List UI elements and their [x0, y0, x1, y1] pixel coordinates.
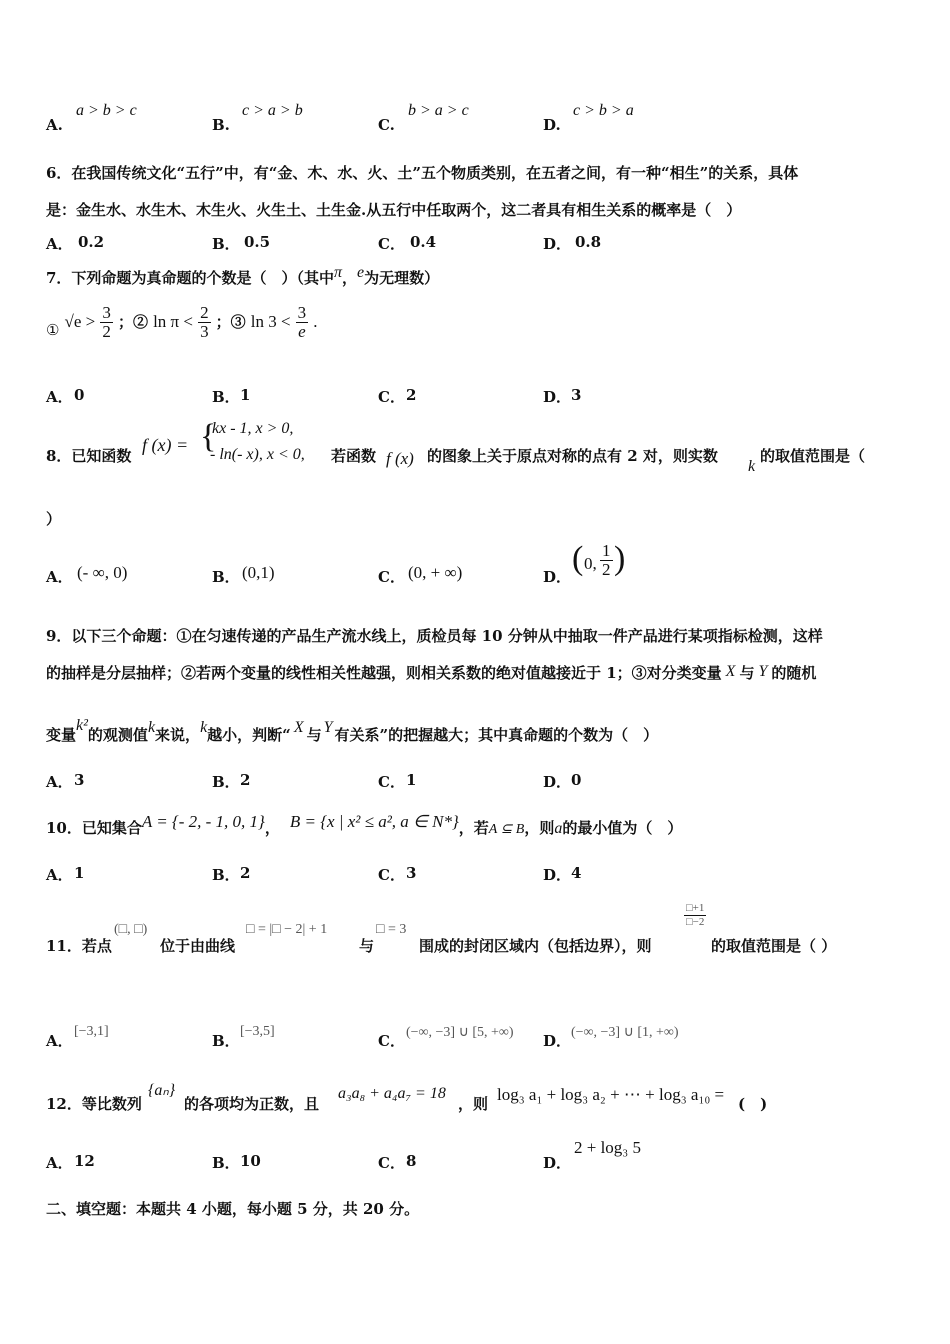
q7-frac-2-den: 3 [200, 322, 209, 341]
q9-line3-e: 与 [306, 726, 322, 744]
q10-comma: ， [264, 819, 280, 837]
q7-sqrt-e: √e > [64, 312, 96, 331]
q6-stem-line1: 6．在我国传统文化“五行”中，有“金、木、水、火、土”五个物质类别，在五者之间，有一种“相生”的关系，具体 [46, 164, 799, 182]
q9-line3-c: 来说， [155, 726, 201, 744]
q9-x-2: X [293, 719, 304, 736]
q12-option-a-value: 12 [74, 1152, 95, 1170]
q11-option-b-letter: B． [212, 1032, 240, 1050]
q11-curve-1: □ = |□ − 2| + 1 [246, 922, 328, 937]
q6-option-b-value: 0.5 [244, 233, 271, 251]
q8-stem-d: 的取值范围是（ [760, 447, 866, 465]
q8-option-d-rparen: ) [614, 540, 626, 577]
q12-sequence: {aₙ} [148, 1082, 176, 1099]
q7-circle-1: ① [46, 323, 60, 339]
q9-option-a-value: 3 [74, 771, 85, 789]
q12-option-d-value: 2 + log₃ 5 [574, 1138, 641, 1157]
q7-frac-3-num: 3 [297, 303, 307, 322]
q12-stem-d: ( ) [738, 1095, 768, 1113]
q7-sep-3: ；③ [215, 313, 246, 331]
q11-curve-2: □ = 3 [376, 922, 407, 937]
q7-e: e [356, 264, 365, 281]
q9-line2-c: 的随机 [771, 664, 817, 682]
q12-option-d-letter: D． [543, 1154, 572, 1172]
q11-stem-a: 11．若点 [46, 937, 112, 955]
q6-option-b-letter: B． [212, 235, 240, 253]
q7-sep-2: ；② [117, 313, 148, 331]
q7-option-b-letter: B． [212, 388, 240, 406]
q6-option-c-letter: C． [378, 235, 405, 253]
q9-option-d-value: 0 [571, 771, 582, 789]
q9-line3-f: 有关系”的把握越大；其中真命题的个数为（ ） [334, 726, 659, 744]
q11-stem-c: 与 [359, 937, 375, 955]
q6-option-d-letter: D． [543, 235, 572, 253]
q10-stem-d: 的最小值为（ ） [562, 819, 683, 837]
q10-option-a-letter: A． [46, 866, 73, 884]
q8-stem-c: 的图象上关于原点对称的点有 2 对，则实数 [427, 447, 718, 465]
q11-frac-den: □−2 [686, 916, 705, 928]
q9-option-a-letter: A． [46, 773, 73, 791]
q11-stem-b: 位于由曲线 [160, 937, 236, 955]
q11-stem-d: 围成的封闭区域内（包括边界），则 [419, 937, 652, 955]
q5-option-b-value: c > a > b [242, 102, 303, 119]
q12-stem-b: 的各项均为正数，且 [184, 1095, 320, 1113]
q8-option-d-frac [600, 542, 613, 579]
q11-option-c-letter: C． [378, 1032, 405, 1050]
section-2-heading: 二、填空题：本题共 4 小题，每小题 5 分，共 20 分。 [46, 1200, 420, 1218]
q7-option-b-value: 1 [240, 386, 251, 404]
q9-option-d-letter: D． [543, 773, 572, 791]
q11-option-a-value: [−3,1] [74, 1024, 109, 1039]
q10-stem [46, 812, 683, 838]
q12-stem-c: ，则 [458, 1095, 489, 1113]
q10-stem-b: ，若 [458, 819, 489, 837]
q8-option-d-value-a: 0, [584, 554, 597, 573]
q10-subset: A ⊆ B [488, 822, 525, 837]
q6-option-c-value: 0.4 [410, 233, 437, 251]
q12-option-c-value: 8 [406, 1152, 417, 1170]
q8-option-c-value: (0, + ∞) [408, 563, 463, 582]
q9-option-c-letter: C． [378, 773, 405, 791]
q7-option-d-letter: D． [543, 388, 572, 406]
q7-ln-pi: ln π < [153, 312, 193, 331]
q8-fx-2: f (x) [386, 449, 414, 468]
q7-frac-3-den: e [298, 322, 306, 341]
q10-option-b-value: 2 [240, 864, 251, 882]
q12-stem-a: 12．等比数列 [46, 1095, 142, 1113]
q5-option-d-letter: D. [543, 116, 561, 134]
q12-option-b-value: 10 [240, 1152, 261, 1170]
q10-option-a-value: 1 [74, 864, 85, 882]
q6-option-a-letter: A． [46, 235, 73, 253]
q8-case-2: - ln(- x), x < 0, [210, 446, 305, 463]
q8-option-a-value: (- ∞, 0) [77, 563, 128, 582]
q7-option-a-letter: A． [46, 388, 73, 406]
q12-option-c-letter: C． [378, 1154, 405, 1172]
q10-stem-a: 10．已知集合 [46, 819, 142, 837]
q8-case-1: kx - 1, x > 0, [212, 420, 294, 437]
q9-line3-a: 变量 [46, 726, 77, 744]
q7-frac-2 [198, 304, 211, 341]
q7-statements [46, 304, 318, 341]
q11-point: (□, □) [114, 922, 148, 937]
q7-option-a-value: 0 [74, 386, 85, 404]
q10-option-c-value: 3 [406, 864, 417, 882]
q7-stem-b: 为无理数） [364, 269, 440, 287]
q8-option-d-frac-num: 1 [602, 541, 611, 560]
q10-option-c-letter: C． [378, 866, 405, 884]
q8-brace: { [200, 418, 217, 455]
q10-option-d-value: 4 [571, 864, 582, 882]
q11-stem-e: 的取值范围是（ ） [711, 937, 837, 955]
q8-fx: f (x) = [142, 435, 189, 455]
q9-option-b-value: 2 [240, 771, 251, 789]
q8-stem-b: 若函数 [331, 447, 377, 465]
q9-x: X [725, 663, 736, 680]
q8-option-b-value: (0,1) [242, 563, 275, 582]
q8-option-d-lparen: ( [572, 540, 584, 577]
q12-option-a-letter: A． [46, 1154, 73, 1172]
q5-option-c-value: b > a > c [408, 102, 469, 119]
q5-option-a-letter: A. [46, 116, 63, 134]
q10-option-b-letter: B． [212, 866, 240, 884]
q11-option-b-value: [−3,5] [240, 1024, 275, 1039]
q9-line2-b: 与 [739, 664, 755, 682]
q7-option-c-letter: C． [378, 388, 405, 406]
q7-stem [46, 264, 440, 288]
q8-k: k [748, 458, 756, 475]
q9-line3-b: 的观测值 [87, 726, 148, 744]
q9-k2: k² [76, 717, 88, 734]
q10-set-a: A = {- 2, - 1, 0, 1} [141, 812, 265, 831]
q10-a: a [554, 820, 563, 837]
q10-set-b: B = {x | x² ≤ a², a ∈ N*} [289, 812, 459, 831]
q8-stem-a: 8．已知函数 [46, 447, 132, 465]
q7-ln-3: ln 3 < [250, 312, 291, 331]
q9-option-b-letter: B． [212, 773, 240, 791]
q9-y: Y [758, 663, 768, 680]
q7-option-d-value: 3 [571, 386, 582, 404]
q7-frac-1-den: 2 [102, 322, 111, 341]
q8-option-d-letter: D． [543, 568, 572, 586]
q7-frac-1 [100, 304, 113, 341]
q9-stem-line1: 9．以下三个命题：①在匀速传递的产品生产流水线上，质检员每 10 分钟从中抽取一件产品进行某项指标检测，这样 [46, 627, 823, 645]
q11-frac-num: □+1 [686, 902, 705, 914]
q5-option-a-value: a > b > c [76, 102, 137, 119]
q9-y-2: Y [323, 719, 333, 736]
q7-pi: π [333, 264, 342, 281]
q9-stem-line3 [46, 717, 659, 745]
q9-line2-a: 的抽样是分层抽样；②若两个变量的线性相关性越强，则相关系数的绝对值越接近于 1；③对分类变量 [46, 664, 722, 682]
q8-option-a-letter: A． [46, 568, 73, 586]
q11-option-d-letter: D． [543, 1032, 572, 1050]
q7-frac-3 [296, 304, 309, 341]
q7-option-c-value: 2 [406, 386, 417, 404]
q10-option-d-letter: D． [543, 866, 572, 884]
q9-line3-d: 越小，判断“ [207, 726, 291, 744]
q9-option-c-value: 1 [406, 771, 417, 789]
q8-option-b-letter: B． [212, 568, 240, 586]
q7-comma: ， [341, 269, 357, 287]
q7-frac-1-num: 3 [102, 303, 111, 322]
q7-end: . [313, 312, 318, 331]
q9-stem-line2 [46, 662, 816, 683]
q11-fraction [684, 902, 706, 929]
q6-stem-line2: 是：金生水、水生木、木生火、火生土、土生金.从五行中任取两个，这二者具有相生关系的概率是（ ） [46, 201, 742, 219]
q5-option-b-letter: B. [212, 116, 230, 134]
q9-k-a: k [147, 719, 156, 736]
q8-option-d-frac-den: 2 [602, 560, 611, 579]
q9-k-b: k [200, 719, 208, 736]
q12-expression: log₃ a₁ + log₃ a₂ + ⋯ + log₃ a₁₀ = [497, 1085, 725, 1104]
q12-option-b-letter: B． [212, 1154, 240, 1172]
q5-option-c-letter: C. [378, 116, 395, 134]
q12-condition: a₃a₈ + a₄a₇ = 18 [338, 1085, 446, 1102]
q8-option-c-letter: C． [378, 568, 405, 586]
q7-stem-a: 7．下列命题为真命题的个数是（ ）（其中 [46, 269, 334, 287]
q11-option-d-value: (−∞, −3] ∪ [1, +∞) [571, 1025, 679, 1040]
q10-stem-c: ，则 [524, 819, 555, 837]
q8-close-paren: ） [46, 510, 62, 528]
q11-option-a-letter: A． [46, 1032, 73, 1050]
q5-option-d-value: c > b > a [573, 102, 634, 119]
q7-frac-2-num: 2 [200, 303, 209, 322]
q6-option-a-value: 0.2 [78, 233, 105, 251]
q6-option-d-value: 0.8 [575, 233, 602, 251]
q11-option-c-value: (−∞, −3] ∪ [5, +∞) [406, 1025, 514, 1040]
